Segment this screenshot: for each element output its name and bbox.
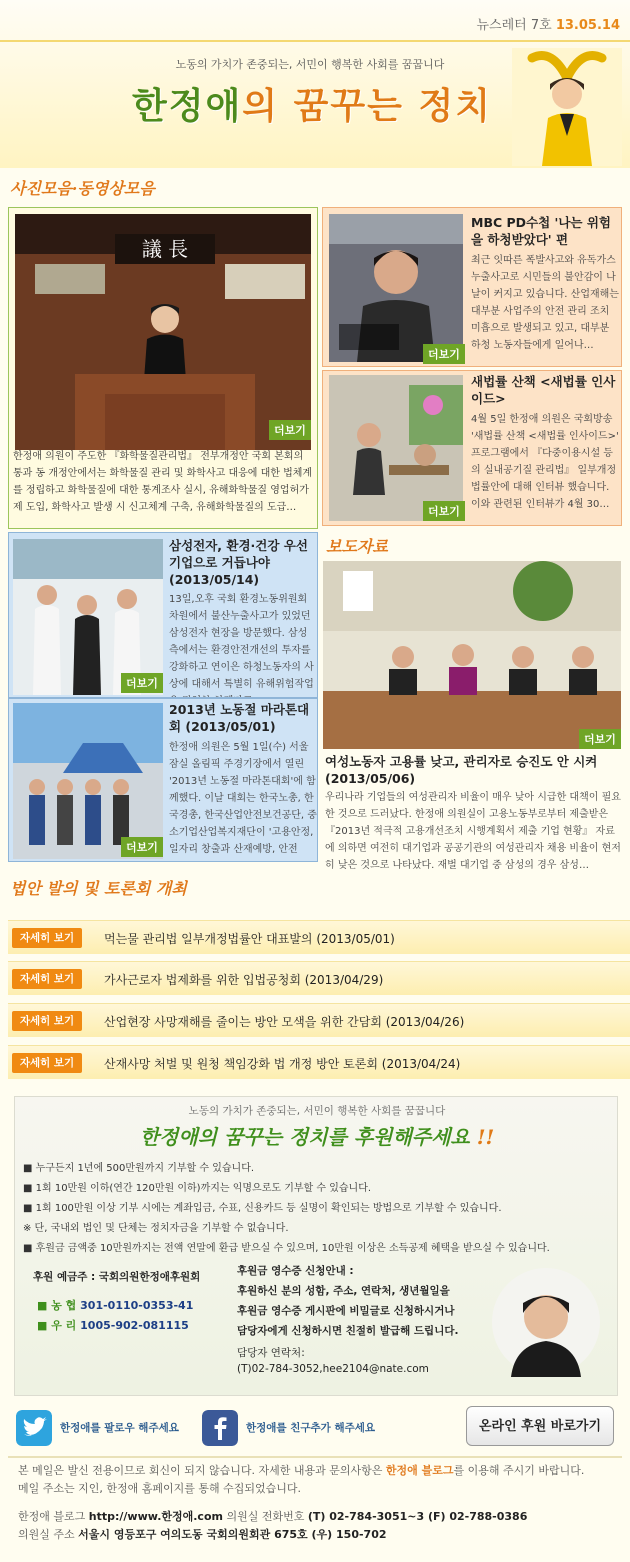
receipt-line: 후원하신 분의 성함, 주소, 연락처, 생년월일을 xyxy=(237,1285,450,1297)
twitter-follow-link[interactable]: 한정애를 팔로우 해주세요 xyxy=(60,1422,179,1434)
online-donation-button[interactable]: 온라인 후원 바로가기 xyxy=(466,1406,614,1446)
more-button[interactable]: 더보기 xyxy=(121,673,163,693)
footer-text: 본 메일은 발신 전용이므로 회신이 되지 않습니다. 자세한 내용과 문의사항은 xyxy=(18,1464,386,1477)
feature-card-marathon[interactable] xyxy=(8,698,318,862)
section-title-photos: 사진모음·동영상모음 xyxy=(10,179,155,198)
details-button[interactable]: 자세히 보기 xyxy=(12,969,82,989)
more-button[interactable]: 더보기 xyxy=(579,729,621,749)
title-name: 한정애 xyxy=(131,85,243,127)
twitter-icon[interactable] xyxy=(16,1410,52,1446)
more-button[interactable]: 더보기 xyxy=(423,501,465,521)
footer-text: 를 이용해 주시기 바랍니다. xyxy=(453,1464,585,1477)
footer-address xyxy=(18,1526,387,1542)
politician-heart-pose-photo xyxy=(512,48,622,166)
mbc-interview-photo xyxy=(329,214,463,362)
receipt-line: 후원금 영수증 게시판에 비밀글로 신청하시거나 xyxy=(237,1305,455,1317)
more-button[interactable]: 더보기 xyxy=(423,344,465,364)
contact-info[interactable]: (T)02-784-3052,hee2104@nate.com xyxy=(237,1363,429,1375)
details-button[interactable]: 자세히 보기 xyxy=(12,1011,82,1031)
office-phone: (T) 02-784-3051~3 (F) 02-788-0386 xyxy=(307,1510,528,1523)
donation-rule: ■ 누구든지 1년에 500만원까지 기부할 수 있습니다. xyxy=(23,1163,255,1174)
support-title-exclaim: !! xyxy=(476,1125,495,1149)
footer-text: 한정애 블로그 xyxy=(18,1510,89,1523)
details-button[interactable]: 자세히 보기 xyxy=(12,1053,82,1073)
legislation-row[interactable] xyxy=(8,920,630,954)
footer-text: 의원실 주소 xyxy=(18,1528,79,1541)
legislation-row[interactable] xyxy=(8,1045,630,1079)
account-number: 301-0110-0353-41 xyxy=(80,1299,194,1312)
legislation-item[interactable]: 산재사망 처벌 및 원청 책임강화 법 개정 방안 토론회 (2013/04/24) xyxy=(104,1057,461,1071)
bank-account xyxy=(37,1317,189,1333)
support-title-text: 한정애의 꿈꾸는 정치를 후원해주세요 xyxy=(139,1125,470,1149)
bank-account xyxy=(37,1297,193,1313)
feature-title: 삼성전자, 환경·건강 우선 기업으로 거듭나야 (2013/05/14) xyxy=(169,538,308,587)
issue-date: 13.05.14 xyxy=(555,18,620,33)
donation-panel xyxy=(14,1096,618,1396)
bank-name: ■ 우 리 xyxy=(37,1319,77,1332)
newsletter-header xyxy=(0,0,630,168)
account-holder: 후원 예금주 : 국회의원한정애후원회 xyxy=(33,1271,201,1283)
social-bar xyxy=(0,1400,630,1456)
support-slogan: 노동의 가치가 존중되는, 서민이 행복한 사회를 꿈꿉니다 xyxy=(188,1105,446,1117)
press-meeting-photo xyxy=(323,561,621,749)
tv-interview-photo xyxy=(329,375,463,521)
footer-notice xyxy=(18,1462,584,1478)
feature-text: 4월 5일 한정애 의원은 국회방송 '새법률 산책 <새법률 인사이드>' 프로그램에서 『다중이용시설 등의 실내공기질 관리법』 일부개정 법률안에 대해 인터뷰 했습니다. 이와 관련된 인터뷰가 4월 30… xyxy=(471,414,619,510)
more-button[interactable]: 더보기 xyxy=(121,837,163,857)
more-button[interactable]: 더보기 xyxy=(269,420,311,440)
feature-card-new-law[interactable] xyxy=(322,370,622,526)
feature-card-chemical-law[interactable] xyxy=(8,207,318,529)
office-address: 서울시 영등포구 여의도동 국회의원회관 675호 (우) 150-702 xyxy=(78,1528,387,1541)
section-title-legislation: 법안 발의 및 토론회 개최 xyxy=(10,879,187,898)
newsletter-title xyxy=(112,78,512,129)
account-number: 1005-902-081115 xyxy=(80,1319,189,1332)
politician-portrait-photo xyxy=(491,1267,601,1377)
feature-card-mbc[interactable] xyxy=(322,207,622,367)
legislation-row[interactable] xyxy=(8,1003,630,1037)
feature-title: 2013년 노동절 마라톤대회 (2013/05/01) xyxy=(169,702,310,734)
press-text: 우리나라 기업들의 여성관리자 비율이 매우 낮아 시급한 대책이 필요한 것으로 드러났다. 한정애 의원실이 고용노동부로부터 제출받은 『2013년 적극적 고용개선조치 시행계획서 제출 기업 현황』 자료에 의하면 여전히 대기업과 공공기관의 여성관리자 채용 비율이 현저히 낮은 것으로 나타났다. 재벌 대기업 중 삼성의 경우 삼성… xyxy=(325,792,621,869)
issue-info xyxy=(477,14,621,33)
section-title-press: 보도자료 xyxy=(326,537,388,556)
footer-notice-2: 메일 주소는 지인, 한정애 홈페이지를 통해 수집되었습니다. xyxy=(18,1482,301,1495)
bank-name: ■ 농 협 xyxy=(37,1299,77,1312)
footer xyxy=(8,1456,622,1556)
marathon-group-photo xyxy=(13,703,163,859)
details-button[interactable]: 자세히 보기 xyxy=(12,928,82,948)
feature-text: 한정애 의원이 주도한 『화학물질관리법』 전부개정안 국회 본회의 통과 동 개정안에서는 화학물질 관리 및 화학사고 대응에 대한 법체계를 정립하고 화학물질에 대한 통계조사 실시, 유해화학물질 영업허가제 도입, 화학사고 발생 시 신고체계 구축, 유해화학물질의 도급… xyxy=(13,451,313,513)
legislation-row[interactable] xyxy=(8,961,630,995)
footer-text: 의원실 전화번호 xyxy=(222,1510,308,1523)
press-title: 여성노동자 고용률 낮고, 관리자로 승진도 안 시켜 (2013/05/06) xyxy=(325,754,598,786)
title-rest: 의 꿈꾸는 정치 xyxy=(242,85,493,127)
homepage-url[interactable]: http://www.한정애.com xyxy=(88,1510,223,1523)
feature-title: 새법률 산책 <새법률 인사이드> xyxy=(471,374,616,406)
samsung-visit-photo xyxy=(13,539,163,695)
facebook-icon[interactable] xyxy=(202,1410,238,1446)
donation-rule: ■ 1회 10만원 이하(연간 120만원 이하)까지는 익명으로도 기부할 수 있습니다. xyxy=(23,1183,372,1194)
feature-card-samsung[interactable] xyxy=(8,532,318,698)
feature-text: 한정애 의원은 5월 1일(수) 서울 잠실 올림픽 주경기장에서 열린 '2013년 노동절 마라톤대회'에 함께했다. 이날 대회는 한국노총, 한국경총, 한국산업안전보건공단, 중소기업산업복지재단이 '고용안정, 일자리 창출과 산재예방, 안전 xyxy=(169,742,317,855)
contact-label: 담당자 연락처: xyxy=(237,1347,305,1359)
feature-text: 13일,오후 국회 환경노동위원회 차원에서 불산누출사고가 있었던 삼성전자 현장을 방문했다. 삼성 측에서는 환경안전개선의 투자를 강화하고 연이은 하청노동자의 사상에 대해서 특별히 유해위험작업 xyxy=(169,594,314,690)
donation-rule: ■ 1회 100만원 이상 기부 시에는 계좌입금, 수표, 신용카드 등 실명이 확인되는 방법으로 기부할 수 있습니다. xyxy=(23,1203,502,1214)
support-title xyxy=(15,1121,619,1150)
receipt-line: 담당자에게 신청하시면 친절히 발급해 드립니다. xyxy=(237,1325,459,1337)
legislation-item[interactable]: 먹는물 관리법 일부개정법률안 대표발의 (2013/05/01) xyxy=(104,932,395,946)
feature-title: MBC PD수첩 '나는 위험을 하청받았다' 편 xyxy=(471,215,612,247)
header-slogan: 노동의 가치가 존중되는, 서민이 행복한 사회를 꿈꿉니다 xyxy=(175,58,445,71)
header-divider xyxy=(0,40,630,42)
legislation-item[interactable]: 가사근로자 법제화를 위한 입법공청회 (2013/04/29) xyxy=(104,973,384,987)
blog-link[interactable]: 한정애 블로그 xyxy=(385,1464,454,1477)
assembly-speech-photo xyxy=(15,214,311,450)
donation-rule: ※ 단, 국내외 법인 및 단체는 정치자금을 기부할 수 없습니다. xyxy=(23,1223,289,1234)
legislation-item[interactable]: 산업현장 사망재해를 줄이는 방안 모색을 위한 간담회 (2013/04/26) xyxy=(104,1015,465,1029)
newsletter-label: 뉴스레터 7호 xyxy=(476,18,552,33)
feature-text: 최근 잇따른 폭발사고와 유독가스 누출사고로 시민들의 불안감이 나날이 커지고 있습니다. 산업재해는 대부분 사업주의 안전 관리 조치 미흡으로 발생되고 있고, 대부분 하청 노동자들에게 일어나… xyxy=(471,255,619,351)
footer-contact xyxy=(18,1508,527,1524)
svg-text:議 長: 議 長 xyxy=(141,237,189,261)
press-card-women-workers[interactable] xyxy=(322,560,622,870)
receipt-heading: 후원금 영수증 신청안내 : xyxy=(237,1265,354,1277)
donation-rule: ■ 후원금 금액중 10만원까지는 전액 연말에 환급 받으실 수 있으며, 10만원 이상은 소득공제 혜택을 받으실 수 있습니다. xyxy=(23,1243,550,1254)
facebook-friend-link[interactable]: 한정애를 친구추가 해주세요 xyxy=(246,1422,376,1434)
